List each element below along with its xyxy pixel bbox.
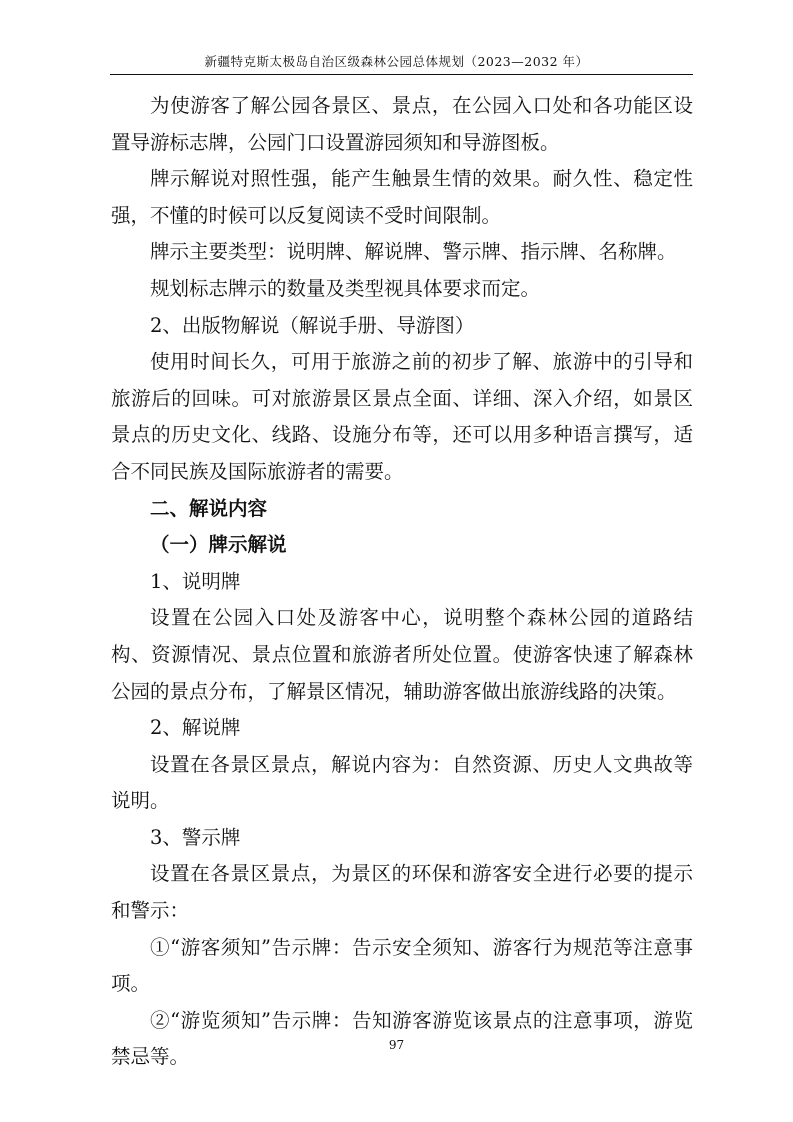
running-header: 新疆特克斯太极岛自治区级森林公园总体规划（2023—2032 年） xyxy=(204,54,589,69)
header-rule xyxy=(110,74,693,75)
heading-publication: 2、出版物解说（解说手册、导游图） xyxy=(150,313,475,337)
heading-interpretation-board: 2、解说牌 xyxy=(150,716,241,740)
page-number: 97 xyxy=(388,1038,405,1052)
subsection-heading-sign: （一）牌示解说 xyxy=(150,533,287,557)
heading-warning-board: 3、警示牌 xyxy=(150,825,241,849)
list-item-tour-notice: ②“游览须知”告示牌：告知游客游览该景点的注意事项，游览禁忌等。 xyxy=(111,1008,693,1069)
paragraph-publication: 使用时间长久，可用于旅游之前的初步了解、旅游中的引导和旅游后的回味。可对旅游景区景点全面、详细、深入介绍，如景区景点的历史文化、线路、设施分布等，还可以用多种语言撰写，适合不同民族及国际旅游者的需要。 xyxy=(111,350,693,483)
paragraph-guide-signs: 为使游客了解公园各景区、景点，在公园入口处和各功能区设置导游标志牌，公园门口设置游园须知和导游图板。 xyxy=(111,94,693,154)
list-item-visitor-notice: ①“游客须知”告示牌：告示安全须知、游客行为规范等注意事项。 xyxy=(111,935,693,996)
section-heading-content: 二、解说内容 xyxy=(150,496,268,520)
heading-explanation-board: 1、说明牌 xyxy=(150,569,241,593)
paragraph-sign-effect: 牌示解说对照性强，能产生触景生情的效果。耐久性、稳定性强，不懂的时候可以反复阅读不受时间限制。 xyxy=(111,167,693,227)
document-body xyxy=(111,88,693,1076)
paragraph-warning-board: 设置在各景区景点，为景区的环保和游客安全进行必要的提示和警示： xyxy=(111,862,693,923)
paragraph-sign-types: 牌示主要类型：说明牌、解说牌、警示牌、指示牌、名称牌。 xyxy=(150,240,677,264)
paragraph-sign-quantity: 规划标志牌示的数量及类型视具体要求而定。 xyxy=(150,276,541,300)
paragraph-explanation-board: 设置在公园入口处及游客中心，说明整个森林公园的道路结构、资源情况、景点位置和旅游者所处位置。使游客快速了解森林公园的景点分布，了解景区情况，辅助游客做出旅游线路的决策。 xyxy=(111,606,693,703)
paragraph-interpretation-board: 设置在各景区景点，解说内容为：自然资源、历史人文典故等说明。 xyxy=(111,752,693,813)
